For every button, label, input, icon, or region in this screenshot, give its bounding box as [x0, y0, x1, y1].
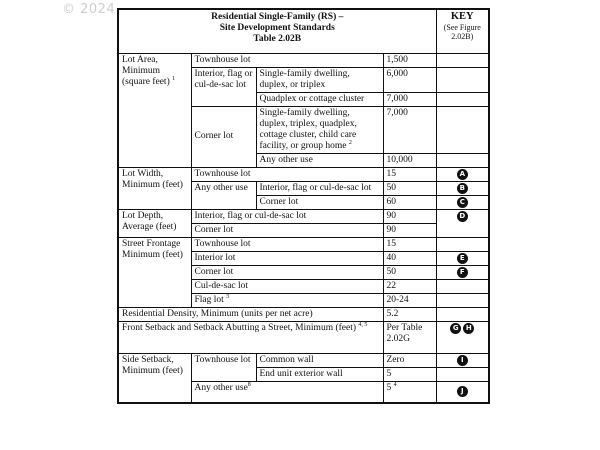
table-row: Flag lot $^3$ 20-24 [118, 293, 489, 307]
key-badge-g: G [450, 323, 461, 334]
table-row: Corner lot 50 F [118, 265, 489, 279]
table-row: Quadplex or cottage cluster 7,000 [118, 92, 489, 106]
lot-area-label: Lot Area, Minimum (square feet) $^1$ [118, 53, 191, 167]
key-header: KEY (See Figure 2.02B) [436, 9, 489, 53]
table-row: Lot Area, Minimum (square feet) $^1$ Townhouse lot 1,500 [118, 53, 489, 67]
table-row: Front Setback and Setback Abutting a Street, Minimum (feet) $^{4, 5}$ Per Table 2.02G G H [118, 321, 489, 353]
key-badge-d: D [457, 211, 468, 222]
site-development-standards-table [117, 8, 490, 404]
key-badge-i: I [457, 355, 468, 366]
table-row: Any other use 10,000 [118, 153, 489, 167]
table-row: Interior, flag or cul-de-sac lot Single-family dwelling, duplex, or triplex 6,000 [118, 67, 489, 92]
table-row: Interior lot 40 E [118, 251, 489, 265]
table-row: Lot Width, Minimum (feet) Townhouse lot 15 A [118, 167, 489, 181]
table-row: Any other use Interior, flag or cul-de-sac lot 50 B [118, 181, 489, 195]
table-row: Cul-de-sac lot 22 [118, 279, 489, 293]
table-row: End unit exterior wall 5 [118, 367, 489, 381]
table-row: Corner lot 90 [118, 223, 489, 237]
key-badge-e: E [457, 253, 468, 264]
table-row: Side Setback, Minimum (feet) Townhouse lot Common wall Zero I [118, 353, 489, 367]
key-badge-j: J [457, 386, 468, 397]
key-badge-c: C [457, 197, 468, 208]
table-row: Street Frontage Minimum (feet) Townhouse lot 15 [118, 237, 489, 251]
copyright-watermark: © 2024 [62, 2, 116, 17]
table-row: Residential Density, Minimum (units per net acre) 5.2 [118, 307, 489, 321]
key-badge-a: A [457, 169, 468, 180]
key-badge-b: B [457, 183, 468, 194]
table-row: Corner lot 60 C [118, 195, 489, 209]
key-badge-f: F [457, 267, 468, 278]
table-row: Corner lot Single-family dwelling, duplex, triplex, quadplex, cottage cluster, child care facility, or group home $^2$ 7,000 [118, 106, 489, 153]
table-title: Residential Single-Family (RS) – Site Development Standards Table 2.02B [118, 9, 436, 53]
key-badge-h: H [463, 323, 474, 334]
table-row: Lot Depth, Average (feet) Interior, flag or cul-de-sac lot 90 D [118, 209, 489, 223]
table-row: Any other use$^8$ 5 $^4$ J [118, 381, 489, 403]
